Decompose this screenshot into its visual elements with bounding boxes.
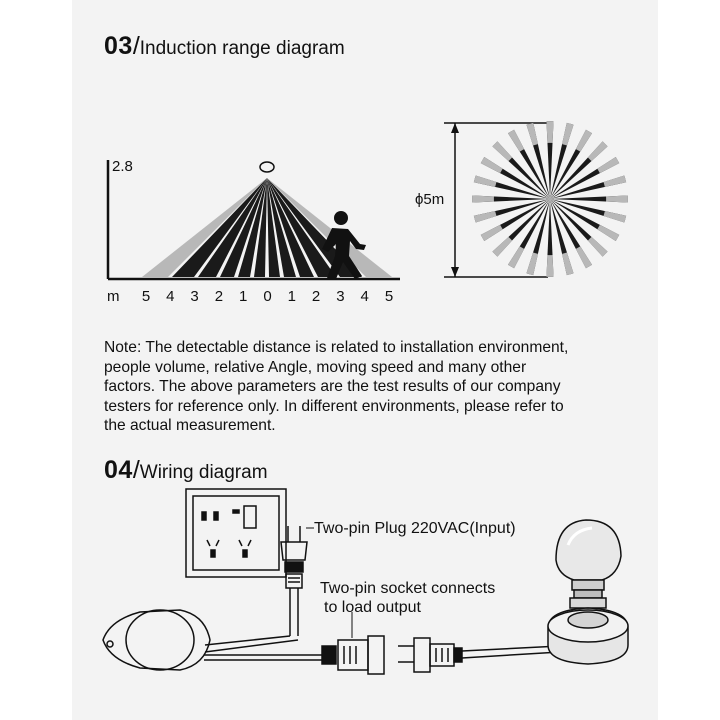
socket-label-line2: to load output — [324, 599, 421, 616]
section-slash: / — [132, 32, 140, 60]
distance-tick-label: 3 — [190, 288, 199, 305]
distance-tick-label: 0 — [263, 288, 272, 305]
section-title-text: Induction range diagram — [139, 38, 345, 59]
note-line: factors. The above parameters are the test results of our company — [104, 378, 561, 395]
inline-plug-icon — [398, 638, 560, 672]
unit-label: m — [107, 288, 120, 305]
height-value-label: 2.8 — [112, 158, 133, 175]
distance-tick-label: 4 — [166, 288, 175, 305]
two-pin-socket-icon — [322, 636, 384, 674]
wall-socket-icon — [186, 489, 286, 577]
note-line: people volume, relative Angle, moving speed and many other — [104, 358, 527, 376]
socket-label-line1: Two-pin socket connects — [320, 580, 496, 597]
section-number: 04 — [104, 456, 133, 484]
distance-tick-label: 2 — [311, 288, 321, 305]
distance-tick-label: 4 — [360, 288, 369, 305]
distance-tick-label: 1 — [287, 288, 296, 305]
two-pin-plug-icon — [281, 526, 307, 636]
diameter-label: ϕ5m — [415, 191, 445, 208]
note-line: Note: The detectable distance is related to installation environment, — [104, 339, 569, 356]
section-slash: / — [132, 456, 140, 484]
distance-tick-label: 5 — [141, 288, 151, 305]
motion-sensor-unit-icon — [103, 610, 330, 670]
distance-tick-label: 1 — [239, 288, 248, 305]
section-title-text: Wiring diagram — [139, 462, 268, 483]
light-bulb-icon — [556, 520, 621, 608]
note-line: testers for reference only. In different environments, please refer to — [104, 397, 564, 415]
lamp-holder-icon — [548, 608, 628, 664]
distance-tick-label: 5 — [384, 288, 394, 305]
plug-label: Two-pin Plug 220VAC(Input) — [314, 520, 516, 537]
note-line: the actual measurement. — [104, 417, 276, 434]
section-number: 03 — [104, 32, 133, 60]
distance-tick-label: 2 — [214, 288, 224, 305]
distance-tick-label: 3 — [336, 288, 345, 305]
